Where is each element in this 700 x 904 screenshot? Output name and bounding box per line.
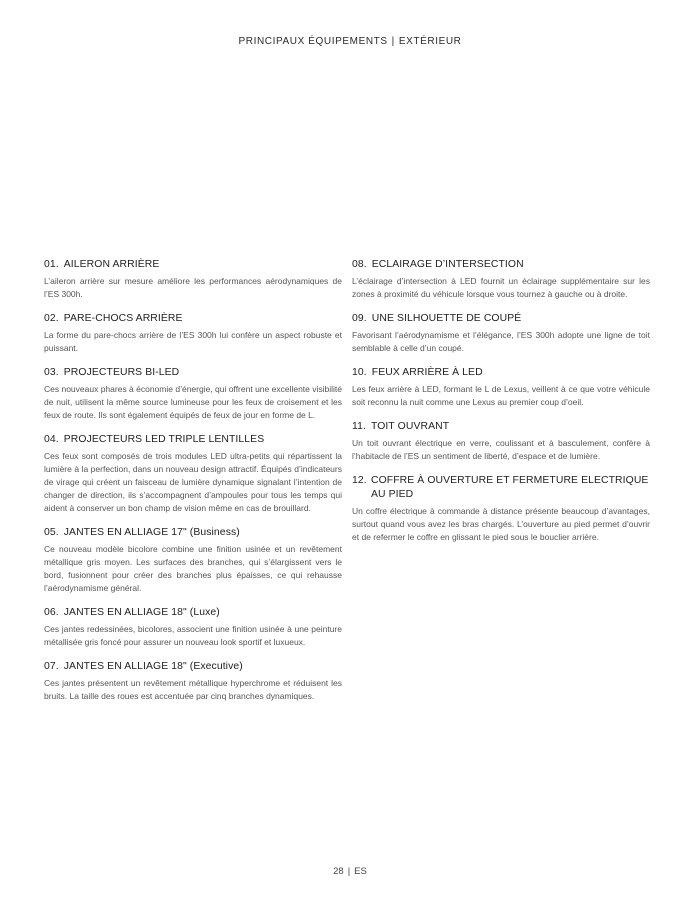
feature-title: [44, 660, 342, 674]
feature-name: AILERON ARRIÈRE: [63, 259, 160, 270]
feature-number: 10.: [352, 367, 367, 378]
feature-item-03: [44, 366, 342, 422]
feature-item-11: [352, 420, 650, 463]
feature-name: PROJECTEURS LED TRIPLE LENTILLES: [63, 434, 265, 445]
feature-name: UNE SILHOUETTE DE COUPÉ: [371, 313, 522, 324]
feature-item-12: [352, 474, 650, 544]
feature-number: 02.: [44, 313, 59, 324]
feature-title: [44, 606, 342, 620]
feature-item-01: [44, 258, 342, 301]
page-header: [0, 36, 700, 47]
feature-number: 07.: [44, 661, 59, 672]
feature-title: [352, 312, 650, 326]
feature-title: [44, 366, 342, 380]
feature-title: [44, 526, 342, 540]
feature-name: PROJECTEURS BI-LED: [63, 367, 180, 378]
feature-number: 05.: [44, 527, 59, 538]
feature-name: JANTES EN ALLIAGE 17" (Business): [63, 527, 240, 538]
feature-description: Favorisant l’aérodynamisme et l’élégance, l’ES 300h adopte une ligne de toit semblable à celle d’un coupé.: [352, 330, 650, 353]
feature-item-05: [44, 526, 342, 595]
feature-name: TOIT OUVRANT: [370, 421, 450, 432]
feature-name: COFFRE À OUVERTURE ET FERMETURE ELECTRIQUE AU PIED: [371, 475, 649, 500]
feature-item-09: [352, 312, 650, 355]
feature-number: 04.: [44, 434, 59, 445]
feature-number: 06.: [44, 607, 59, 618]
feature-description: Un toit ouvrant électrique en verre, coulissant et à basculement, confère à l’habitacle de l’ES un sentiment de liberté, d’espace et de lumière.: [352, 438, 650, 461]
feature-title: [44, 433, 342, 447]
feature-number: 09.: [352, 313, 367, 324]
header-separator: |: [391, 36, 395, 47]
feature-description: La forme du pare-chocs arrière de l’ES 300h lui confère un aspect robuste et puissant.: [44, 330, 342, 353]
feature-number: 11.: [352, 421, 366, 432]
feature-name: JANTES EN ALLIAGE 18" (Executive): [63, 661, 243, 672]
feature-item-10: [352, 366, 650, 409]
feature-item-06: [44, 606, 342, 649]
feature-description: Ce nouveau modèle bicolore combine une finition usinée et un revêtement métallique gris moyen. Les surfaces des branches, qui s’élargissent vers le bord, fusionnent pour créer des branches plus épaisses, ce qui rehausse l’aérodynamisme général.: [44, 544, 342, 593]
feature-description: Ces jantes redessinées, bicolores, associent une finition usinée à une peinture métallisée gris foncé pour assurer un nouveau look sportif et luxueux.: [44, 624, 342, 647]
left-column: [44, 258, 342, 714]
feature-description: Ces nouveaux phares à économie d’énergie, qui offrent une excellente visibilité de nuit, utilisent la même source lumineuse pour les feux de croisement et les feux de route. Ils sont également équipés de feux de jour en forme de L.: [44, 384, 343, 420]
feature-number: 03.: [44, 367, 59, 378]
feature-item-04: [44, 433, 342, 515]
page-number: 28: [333, 866, 344, 877]
feature-number: 12.: [352, 475, 367, 486]
feature-description: Ces jantes présentent un revêtement métallique hyperchrome et réduisent les bruits. La taille des roues est accentuée par cinq branches dynamiques.: [44, 678, 342, 701]
feature-number: 01.: [44, 259, 59, 270]
feature-name: ECLAIRAGE D’INTERSECTION: [371, 259, 524, 270]
feature-description: Ces feux sont composés de trois modules LED ultra-petits qui répartissent la lumière à la perfection, dans un nouveau design attractif. Équipés d’indicateurs de virage qui créent un faisceau de lumière dynamique signalant l’intention de changer de direction, ils s’accompagnent d’ampoules pour tous les temps qui aident à conserver un bon champ de vision même en cas de brouillard.: [44, 451, 342, 513]
page-footer: [0, 866, 700, 877]
feature-title: [44, 258, 342, 272]
feature-title: [352, 420, 650, 434]
feature-title: [44, 312, 342, 326]
feature-item-07: [44, 660, 342, 703]
feature-name: JANTES EN ALLIAGE 18" (Luxe): [63, 607, 220, 618]
footer-separator: |: [347, 866, 351, 877]
feature-description: L’éclairage d’intersection à LED fournit un éclairage supplémentaire sur les zones à proximité du véhicule lorsque vous tournez à gauche ou à droite.: [352, 276, 650, 299]
header-section: PRINCIPAUX ÉQUIPEMENTS: [238, 36, 388, 47]
feature-name: FEUX ARRIÈRE À LED: [371, 367, 483, 378]
feature-item-08: [352, 258, 650, 301]
feature-description: L’aileron arrière sur mesure améliore les performances aérodynamiques de l’ES 300h.: [44, 276, 342, 299]
language-code: ES: [354, 866, 367, 877]
header-subsection: EXTÉRIEUR: [398, 36, 462, 47]
feature-title: [352, 258, 650, 272]
right-column: [352, 258, 650, 555]
feature-number: 08.: [352, 259, 367, 270]
feature-title: [352, 474, 650, 502]
feature-description: Les feux arrière à LED, formant le L de Lexus, veillent à ce que votre véhicule soit reconnu la nuit comme une Lexus au premier coup d’oeil.: [352, 384, 650, 407]
feature-name: PARE-CHOCS ARRIÈRE: [63, 313, 183, 324]
feature-item-02: [44, 312, 342, 355]
feature-description: Un coffre électrique à commande à distance présente beaucoup d’avantages, surtout quand vous avez les bras chargés. L’ouverture au pied permet d’ouvrir et de refermer le coffre en glissant le pied sous le bouclier arrière.: [352, 506, 650, 542]
feature-title: [352, 366, 650, 380]
